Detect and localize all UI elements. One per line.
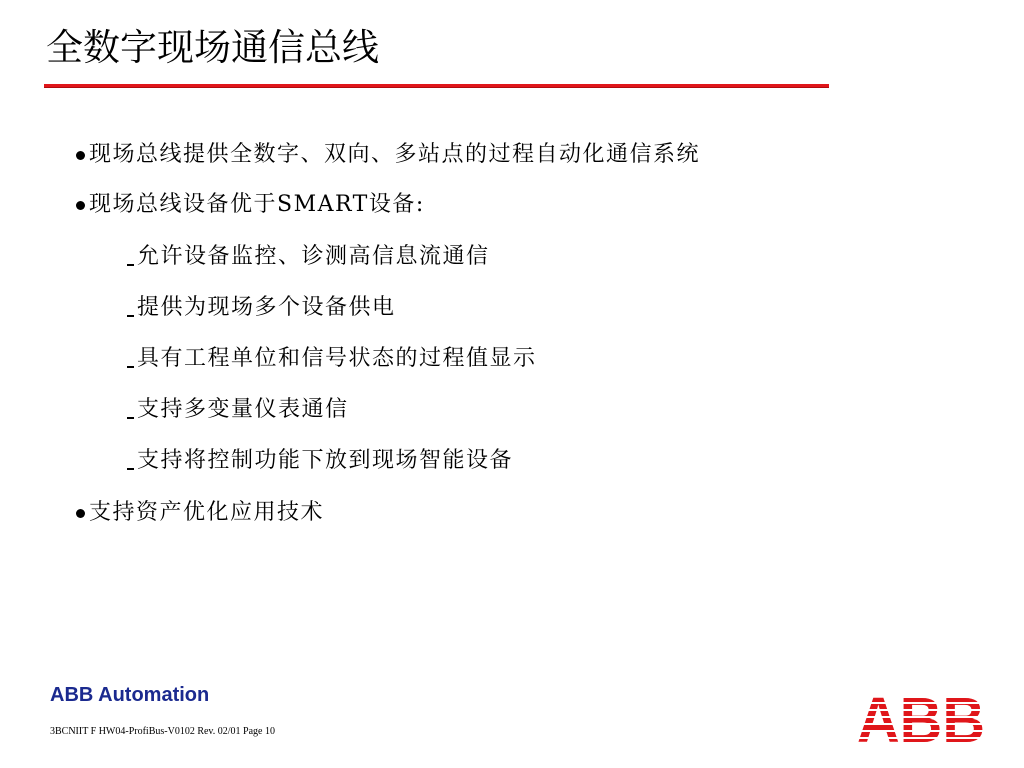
slide-title: 全数字现场通信总线 [46,26,379,69]
sub-bullet-item [127,240,490,274]
abb-logo-icon [856,690,986,745]
dash-icon [127,468,134,470]
footer-meta: 3BCNIIT F HW04-ProfiBus-V0102 Rev. 02/01 Page 10 [50,726,275,737]
bullet-text: 现场总线设备优于SMART设备: [89,192,425,217]
dash-icon [127,264,134,266]
dash-icon [127,417,134,419]
bullet-text: 支持资产优化应用技术 [89,500,325,525]
sub-bullet-item [127,444,513,478]
dash-icon [127,366,134,368]
bullet-dot-icon [76,509,85,518]
sub-bullet-text: 提供为现场多个设备供电 [137,295,396,320]
sub-bullet-item [127,291,396,325]
sub-bullet-item [127,393,349,427]
sub-bullet-text: 支持多变量仪表通信 [137,397,349,422]
title-divider [44,84,829,88]
svg-text:ABB: ABB [857,690,985,745]
bullet-item [76,496,324,530]
sub-bullet-text: 允许设备监控、诊测高信息流通信 [137,244,490,269]
bullet-text: 现场总线提供全数字、双向、多站点的过程自动化通信系统 [89,142,701,167]
dash-icon [127,315,134,317]
bullet-dot-icon [76,201,85,210]
footer-brand: ABB Automation [50,684,210,706]
bullet-item [76,188,425,222]
sub-bullet-text: 具有工程单位和信号状态的过程值显示 [137,346,537,371]
sub-bullet-text: 支持将控制功能下放到现场智能设备 [137,448,514,473]
bullet-item [76,138,700,172]
bullet-dot-icon [76,151,85,160]
sub-bullet-item [127,342,537,376]
